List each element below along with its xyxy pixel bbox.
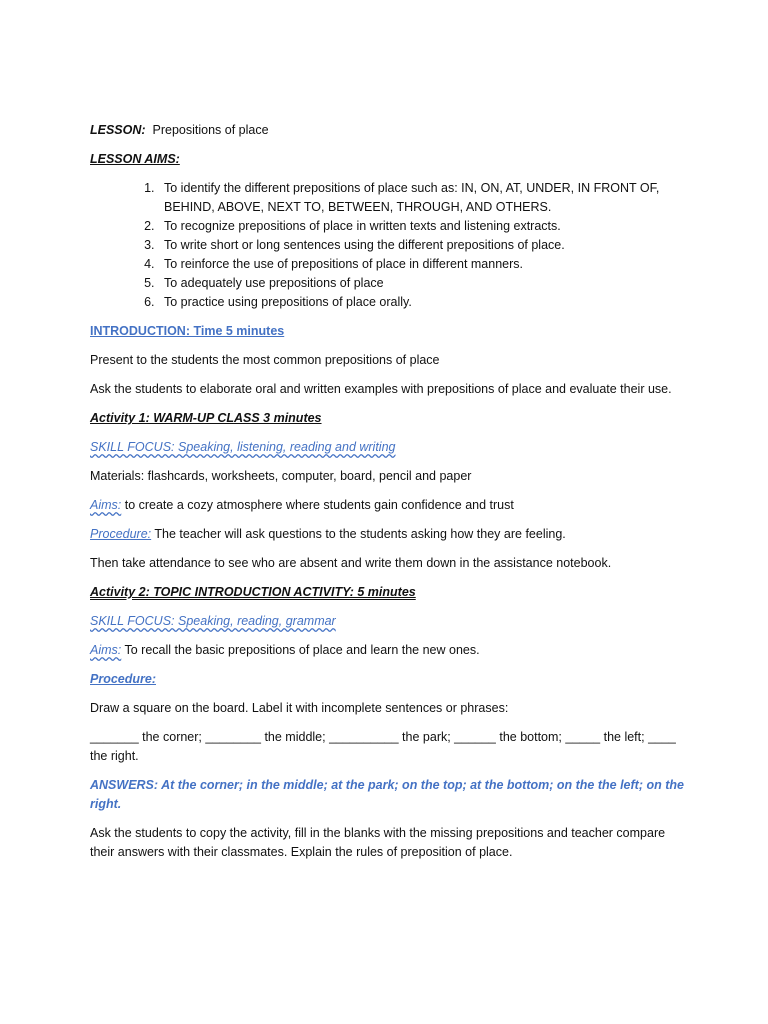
activity2-aims-label: Aims: bbox=[90, 643, 122, 657]
activity1-procedure-label: Procedure: bbox=[90, 527, 152, 541]
lesson-title: Prepositions of place bbox=[152, 123, 269, 137]
activity2-aims bbox=[90, 641, 690, 660]
activity1-procedure-text: The teacher will ask questions to the students asking how they are feeling. bbox=[151, 527, 566, 541]
activity1-aims bbox=[90, 496, 690, 515]
activity1-aims-text: to create a cozy atmosphere where students gain confidence and trust bbox=[121, 498, 514, 512]
activity1-skill-focus: SKILL FOCUS: Speaking, listening, reading and writing bbox=[90, 440, 396, 454]
aim-item-6: 6. To practice using prepositions of place orally. bbox=[158, 293, 690, 312]
activity2-procedure-label: Procedure: bbox=[90, 672, 156, 686]
activity1-procedure bbox=[90, 525, 690, 544]
introduction-paragraph-2: Ask the students to elaborate oral and written examples with prepositions of place and evaluate their use. bbox=[90, 382, 672, 396]
lesson-aims-heading: LESSON AIMS: bbox=[90, 152, 180, 166]
activity2-heading: Activity 2: TOPIC INTRODUCTION ACTIVITY: 5 minutes bbox=[90, 585, 416, 599]
activity2-blanks: _______ the corner; ________ the middle; __________ the park; ______ the bottom; _____ the left; ____ the right. bbox=[90, 730, 676, 763]
activity1-heading: Activity 1: WARM-UP CLASS 3 minutes bbox=[90, 411, 322, 425]
aim-item-4: 4. To reinforce the use of prepositions of place in different manners. bbox=[158, 255, 690, 274]
lesson-line bbox=[90, 121, 690, 140]
lesson-aims-list bbox=[90, 179, 690, 312]
activity2-skill-focus: SKILL FOCUS: Speaking, reading, grammar bbox=[90, 614, 336, 628]
activity1-aims-label: Aims: bbox=[90, 498, 122, 512]
aim-item-3: 3. To write short or long sentences using the different prepositions of place. bbox=[158, 236, 690, 255]
lesson-label: LESSON: bbox=[90, 123, 146, 137]
activity1-materials: Materials: flashcards, worksheets, computer, board, pencil and paper bbox=[90, 469, 472, 483]
activity2-aims-text: To recall the basic prepositions of place and learn the new ones. bbox=[121, 643, 480, 657]
activity2-instruction: Draw a square on the board. Label it with incomplete sentences or phrases: bbox=[90, 701, 509, 715]
activity1-followup: Then take attendance to see who are absent and write them down in the assistance notebook. bbox=[90, 556, 612, 570]
activity2-answers: ANSWERS: At the corner; in the middle; at the park; on the top; at the bottom; on the the left; on the right. bbox=[90, 778, 684, 811]
aim-item-2: 2. To recognize prepositions of place in written texts and listening extracts. bbox=[158, 217, 690, 236]
aim-item-5: 5. To adequately use prepositions of place bbox=[158, 274, 690, 293]
activity2-closing: Ask the students to copy the activity, fill in the blanks with the missing prepositions and teacher compare their answers with their classmates. Explain the rules of preposition of place. bbox=[90, 826, 666, 859]
document-body bbox=[90, 121, 690, 872]
introduction-paragraph-1: Present to the students the most common prepositions of place bbox=[90, 353, 440, 367]
aim-item-1: 1. To identify the different prepositions of place such as: IN, ON, AT, UNDER, IN FRONT OF, BEHIND, ABOVE, NEXT TO, BETWEEN, THROUGH, AND OTHERS. bbox=[158, 179, 690, 217]
introduction-heading: INTRODUCTION: Time 5 minutes bbox=[90, 324, 285, 338]
